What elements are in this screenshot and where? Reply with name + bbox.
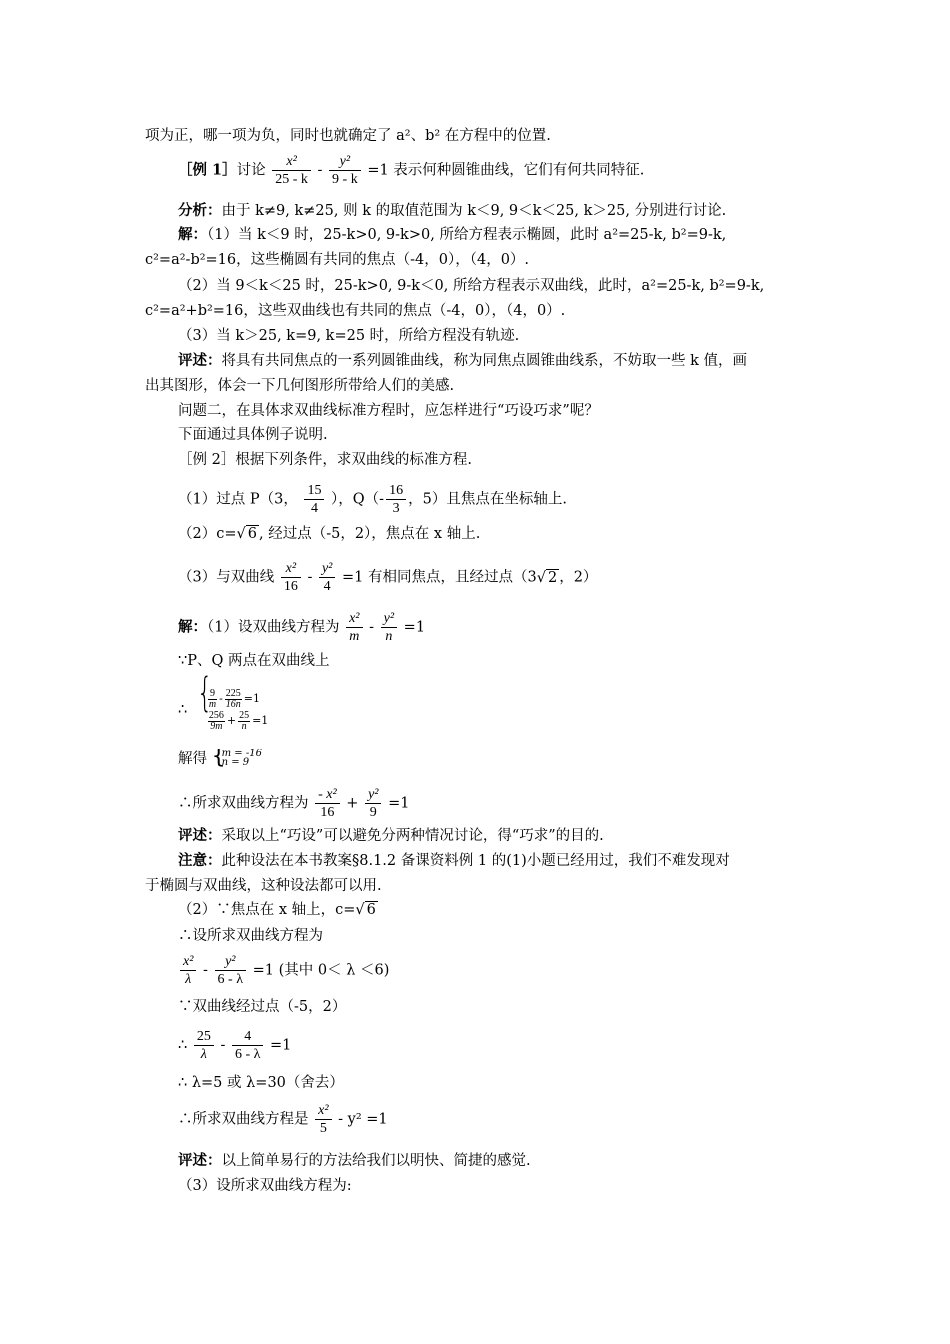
note-a: 注意：此种设法在本书教案§8.1.2 备课资料例 1 的(1)小题已经用过，我们不难发现对 [178,852,730,869]
fraction: $\frac{\text{- x²}}{16}$ [315,786,340,821]
solution-1d: c²=a²+b²=16，这些双曲线也有共同的焦点（-4，0），（4，0）. [145,303,566,319]
fraction: $\frac{15}{4}$ [304,482,324,517]
note-b: 于椭圆与双曲线，这种设法都可以用. [145,878,382,894]
example-1-label: ［例 1］ [178,161,237,179]
example-1: ［例 1］讨论 $\frac{\text{x²}}{25 - k}$ - $\frac{\text{y²}}{9 - k}$ =1 表示何种圆锥曲线，它们有何共同特征. [178,154,645,187]
lambda-values: ∴ λ=5 或 λ=30（舍去） [178,1075,344,1091]
solved-values: 解得 { m = -16 n = 9 [178,748,262,770]
sqrt: √ 6 [355,902,376,918]
fraction: $\frac{\text{y²}}{n}$ [381,610,397,645]
solution-1a: 解：（1）当 k＜9 时，25-k>0, 9-k>0, 所给方程表示椭圆，此时 a²=25-k, b²=9-k, [178,226,727,243]
fraction: $\frac{4}{6 - \lambda}$ [232,1028,263,1063]
example-1-post: =1 表示何种圆锥曲线，它们有何共同特征. [367,162,645,179]
fraction: $\frac{\text{y²}}{9 - k}$ [329,153,361,188]
fraction: $\frac{\text{y²}}{9}$ [365,786,381,821]
condition-1: （1）过点 P（3， $\frac{15}{4}$ ），Q（- $\frac{16}{3}$ ，5）且焦点在坐标轴上. [178,483,567,516]
fraction: $\frac{25}{\lambda}$ [194,1028,214,1063]
fraction: $\frac{\text{x²}}{5}$ [315,1102,331,1137]
set-equation: ∴设所求双曲线方程为 [178,928,323,944]
solution-1c: （2）当 9＜k＜25 时，25-k>0, 9-k＜0, 所给方程表示双曲线，此时，a²=25-k, b²=9-k, [178,278,765,294]
equation-system: ∴ { $\frac{9}{m}$ - $\frac{225}{16n}$ =1 $\frac{256}{9m}$ + $\frac{25}{n}$ =1 [178,688,268,732]
intro-examples: 下面通过具体例子说明. [178,427,328,443]
system-brace: { $\frac{9}{m}$ - $\frac{225}{16n}$ =1 $\frac{256}{9m}$ + $\frac{25}{n}$ =1 [192,688,268,732]
equation-substituted: ∴ $\frac{25}{\lambda}$ - $\frac{4}{6 - \lambda}$ =1 [178,1029,292,1062]
solution-1e: （3）当 k＞25, k=9, k=25 时，所给方程没有轨迹. [178,328,520,344]
sqrt: √ 6 [236,526,257,542]
part-3: （3）设所求双曲线方程为: [178,1178,352,1194]
equation-lambda: $\frac{\text{x²}}{\lambda}$ - $\frac{\text{y²}}{6 - \lambda}$ =1 (其中 0＜ λ ＜6) [178,953,389,988]
result-1: ∴所求双曲线方程为 $\frac{\text{- x²}}{16}$ + $\frac{\text{y²}}{9}$ =1 [178,787,410,820]
condition-2: （2）c=√ 6 , 经过点（-5，2），焦点在 x 轴上. [178,523,480,545]
since-points: ∵P、Q 两点在双曲线上 [178,653,330,669]
comment-2: 评述：采取以上“巧设”可以避免分两种情况讨论，得“巧求”的目的. [178,827,604,844]
condition-3: （3）与双曲线 $\frac{\text{x²}}{16}$ - $\frac{\text{y²}}{4}$ =1 有相同焦点，且经过点（3√ 2 ，2） [178,561,598,594]
intro-line: 项为正，哪一项为负，同时也就确定了 a²、b² 在方程中的位置. [145,128,551,144]
comment-3: 评述：以上简单易行的方法给我们以明快、简捷的感觉. [178,1152,531,1169]
example-2: ［例 2］根据下列条件，求双曲线的标准方程. [178,452,472,468]
analysis: 分析：由于 k≠9, k≠25, 则 k 的取值范围为 k＜9, 9＜k＜25, k＞25, 分别进行讨论. [178,202,727,219]
result-2: ∴所求双曲线方程是 $\frac{\text{x²}}{5}$ - y² =1 [178,1103,388,1136]
system-brace: { m = -16 n = 9 [212,749,262,769]
fraction: $\frac{\text{y²}}{6 - \lambda}$ [215,953,246,988]
fraction: $\frac{\text{y²}}{4}$ [319,560,335,595]
fraction: $\frac{16}{3}$ [386,482,406,517]
comment-1b: 出其图形，体会一下几何图形所带给人们的美感. [145,378,455,394]
comment-1a: 评述：将具有共同焦点的一系列圆锥曲线，称为同焦点圆锥曲线系，不妨取一些 k 值，画 [178,352,748,369]
solution-1b: c²=a²-b²=16，这些椭圆有共同的焦点（-4，0），（4，0）. [145,252,530,268]
since-point: ∵双曲线经过点（-5，2） [178,999,347,1015]
fraction: $\frac{\text{x²}}{25 - k}$ [272,153,311,188]
solution-2-step-1: 解：（1）设双曲线方程为 $\frac{\text{x²}}{m}$ - $\frac{\text{y²}}{n}$ =1 [178,611,426,644]
part-2: （2）∵焦点在 x 轴上，c=√ 6 [178,899,378,921]
example-1-pre: 讨论 [236,162,266,179]
sqrt: √ 2 [536,569,558,586]
fraction: $\frac{\text{x²}}{\lambda}$ [180,953,196,988]
question-2: 问题二，在具体求双曲线标准方程时，应怎样进行“巧设巧求”呢？ [178,403,599,419]
fraction: $\frac{\text{x²}}{m}$ [346,610,362,645]
fraction: $\frac{\text{x²}}{16}$ [281,560,301,595]
